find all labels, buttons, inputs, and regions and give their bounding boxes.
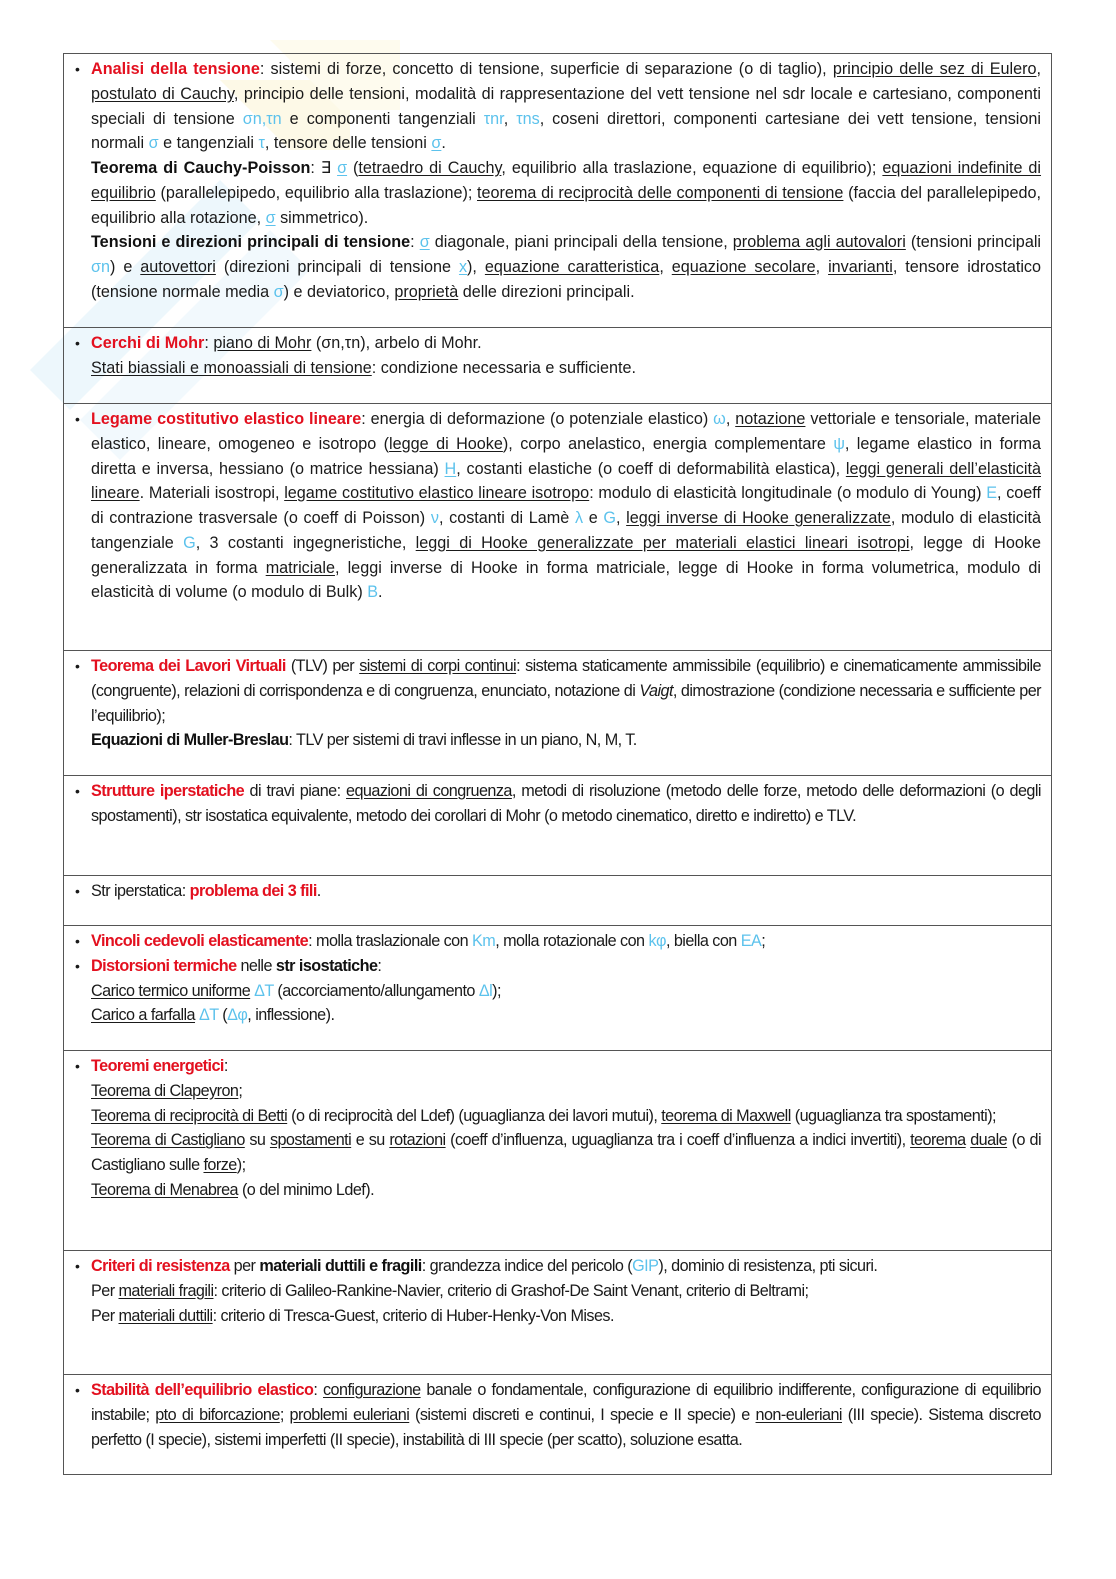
- text-run: , principio delle tensioni, modalità di rappresentazione del vett tensione nel sdr locale e cartesiano, componenti speciali di tensione: [91, 84, 1041, 128]
- key-term: forze: [203, 1156, 237, 1174]
- bullet-item: [74, 331, 1041, 381]
- symbol: σ: [431, 134, 442, 153]
- topic-heading: Strutture iperstatiche: [91, 782, 245, 800]
- text-run: , 3 costanti ingegneristiche,: [195, 533, 416, 552]
- paragraph: [91, 1079, 1041, 1104]
- key-term: rotazioni: [389, 1131, 446, 1150]
- subtopic-heading: Equazioni di Muller-Breslau: [91, 731, 289, 750]
- text-run: Per: [91, 1281, 119, 1300]
- bullet-icon: •: [75, 1058, 80, 1074]
- text-run: ) e: [110, 258, 141, 276]
- bullet-icon: •: [75, 335, 80, 351]
- text-run: , tensore delle tensioni: [264, 134, 432, 153]
- bullet-icon: •: [75, 883, 80, 899]
- text-run: , costanti elastiche (o coeff di deformabilità elastica),: [456, 459, 846, 478]
- key-term: teorema: [910, 1131, 966, 1150]
- paragraph: [91, 1178, 1041, 1203]
- paragraph: [91, 156, 1041, 230]
- symbol: σn,τn: [242, 109, 282, 128]
- text-run: nelle: [236, 956, 276, 975]
- text-run: (accorciamento/allungamento: [273, 981, 479, 1000]
- key-term: legame costitutivo elastico lineare isotropo: [284, 484, 590, 503]
- symbol: τnr: [483, 109, 504, 128]
- text-run: :: [313, 1381, 324, 1399]
- text-run: delle direzioni principali.: [458, 282, 635, 301]
- text-run: );: [236, 1156, 246, 1174]
- key-term: legge di Hooke: [389, 434, 503, 453]
- text-run: e componenti tangenziali: [281, 109, 484, 128]
- paragraph: [91, 654, 1041, 728]
- bullet-icon: •: [75, 61, 80, 77]
- text-run: );: [492, 981, 501, 1000]
- topic-heading: Legame costitutivo elastico lineare: [91, 410, 362, 428]
- topic-heading: Analisi della tensione: [91, 60, 260, 78]
- text-run: (: [218, 1006, 228, 1025]
- key-term: equilibrio: [91, 183, 156, 202]
- text-run: (sistemi discreti e continui, I specie e II specie) e: [409, 1405, 756, 1424]
- topic-table: [63, 53, 1052, 1475]
- text-run: Vaigt: [639, 681, 673, 700]
- key-term: invarianti: [828, 258, 893, 276]
- topic-heading: Teoremi energetici: [91, 1057, 224, 1075]
- key-term: postulato di Cauchy: [91, 84, 234, 103]
- text-run: : modulo di elasticità longitudinale (o modulo di Young): [589, 484, 987, 503]
- text-run: diagonale, piani principali della tensione,: [429, 233, 733, 252]
- text-run: , molla rotazionale con: [495, 932, 649, 950]
- paragraph: [91, 1254, 1041, 1279]
- subtopic-heading: Tensioni e direzioni principali di tensione: [91, 233, 411, 252]
- key-term: Carico a farfalla: [91, 1006, 196, 1025]
- topic-heading: problema dei 3 fili: [189, 882, 317, 900]
- symbol: ν: [430, 509, 439, 527]
- text-run: , coseni direttori, componenti cartesiane dei vett tensione, tensioni normali: [91, 109, 1042, 153]
- topic-heading: Distorsioni termiche: [91, 956, 237, 975]
- key-term: equazione secolare: [671, 258, 816, 276]
- key-term: equazioni di congruenza: [346, 782, 512, 800]
- text-run: , metodi di risoluzione (metodo delle forze, metodo delle deformazioni (o degli spostamenti), str isostatica equivalente, metodo dei corollari di Mohr (o metodo cinematico, diretto e indiretto) e TLV.: [91, 782, 1041, 825]
- bullet-item: [74, 1054, 1041, 1203]
- section-vincoli-distorsioni: [64, 925, 1051, 1050]
- text-run: di travi piane:: [244, 782, 347, 800]
- symbol: x: [458, 258, 468, 276]
- section-stabilita-equilibrio: [64, 1374, 1051, 1474]
- key-term: piano di Mohr: [213, 334, 312, 352]
- paragraph: [91, 57, 1041, 156]
- text-run: (faccia del parallelepipedo, equilibrio alla rotazione,: [91, 183, 1042, 227]
- text-run: Per: [91, 1306, 119, 1325]
- text-run: :: [223, 1057, 228, 1075]
- paragraph: [91, 1128, 1041, 1178]
- bullet-item: [74, 1254, 1041, 1328]
- text-run: : ∃: [310, 159, 338, 177]
- paragraph: [91, 1104, 1041, 1129]
- bullet-icon: •: [75, 1382, 80, 1398]
- key-term: principio delle sez di Eulero: [832, 60, 1037, 78]
- key-term: leggi di Hooke generalizzate per materiali elastici lineari isotropi: [415, 533, 910, 552]
- key-term: Carico termico uniforme: [91, 981, 251, 1000]
- key-term: Teorema di Menabrea: [91, 1180, 239, 1199]
- text-run: ;: [761, 932, 766, 950]
- key-term: non-euleriani: [755, 1405, 842, 1424]
- text-run: : condizione necessaria e sufficiente.: [371, 358, 637, 377]
- text-run: , biella con: [665, 932, 741, 950]
- paragraph: [91, 929, 1041, 954]
- text-run: Str iperstatica:: [91, 882, 190, 900]
- text-run: ,: [503, 109, 517, 128]
- text-run: , legame elastico in forma diretta e inversa, hessiano (o matrice hessiana): [91, 434, 1041, 478]
- text-run: : energia di deformazione (o potenziale elastico): [361, 410, 714, 428]
- key-term: notazione: [735, 410, 806, 428]
- text-run: (σn,τn), arbelo di Mohr.: [311, 334, 482, 352]
- text-run: ,: [815, 258, 829, 276]
- key-term: autovettori: [140, 258, 216, 276]
- symbol: H: [444, 459, 457, 478]
- bullet-item: [74, 57, 1041, 305]
- bullet-icon: •: [75, 957, 80, 974]
- bullet-item: [74, 407, 1041, 605]
- symbol: σ: [337, 159, 348, 177]
- key-term: tetraedro di Cauchy: [358, 159, 502, 177]
- key-term: Teorema di Clapeyron: [91, 1081, 239, 1100]
- text-run: ;: [238, 1081, 243, 1100]
- text-run: . Materiali isostropi,: [139, 484, 285, 503]
- text-run: :: [410, 233, 420, 252]
- text-run: ), corpo anelastico, energia complementare: [502, 434, 834, 453]
- text-run: , equilibrio alla traslazione, equazione di equilibrio);: [501, 159, 883, 177]
- paragraph: [91, 1003, 1041, 1028]
- text-run: (coeff d’influenza, uguaglianza tra i coeff d’influenza a indici invertiti),: [445, 1131, 911, 1150]
- symbol: σ: [419, 233, 430, 252]
- text-run: ,: [615, 509, 627, 527]
- text-run: : sistemi di forze, concetto di tensione, superficie di separazione (o di taglio),: [259, 60, 833, 78]
- symbol: σ: [265, 208, 276, 227]
- symbol: σn: [91, 258, 110, 276]
- text-run: (tensioni principali: [905, 233, 1042, 252]
- symbol: GIP: [632, 1257, 659, 1275]
- symbol: ω: [713, 410, 726, 428]
- key-term: Teorema di Castigliano: [91, 1131, 245, 1150]
- symbol: E: [986, 484, 997, 503]
- text-run: (III specie). Sistema discreto perfetto (I specie), sistemi imperfetti (II specie), instabilità di III specie (per scatto), soluzione esatta.: [91, 1405, 1041, 1449]
- paragraph: [91, 779, 1041, 829]
- text-run: per: [229, 1257, 260, 1275]
- symbol: ΔT: [254, 981, 274, 1000]
- paragraph: [91, 331, 1041, 356]
- text-run: .: [441, 134, 446, 153]
- topic-heading: Cerchi di Mohr: [91, 334, 205, 352]
- text-run: , modulo di elasticità tangenziale: [91, 509, 1041, 552]
- text-run: (o di Castigliano sulle: [91, 1131, 1042, 1174]
- bullet-item: [74, 879, 1041, 904]
- text-run: : sistema staticamente ammissibile (equilibrio) e cinematicamente ammissibile (congruente), relazioni di corrispondenza e di congruenza, enunciato, notazione di: [91, 657, 1041, 700]
- symbol: λ: [574, 509, 584, 527]
- text-run: .: [378, 583, 383, 602]
- section-analisi-tensione: [64, 54, 1051, 327]
- text-run: : criterio di Galileo-Rankine-Navier, criterio di Grashof-De Saint Venant, criterio di Beltrami;: [213, 1281, 809, 1300]
- symbol: τ: [258, 134, 265, 153]
- text-run: , coeff di contrazione trasversale (o coeff di Poisson): [91, 484, 1042, 527]
- bullet-icon: •: [75, 783, 80, 799]
- paragraph: [91, 728, 1041, 753]
- text-run: e su: [351, 1131, 390, 1150]
- paragraph: [91, 1378, 1041, 1452]
- paragraph: [91, 230, 1041, 304]
- symbol: ΔT: [198, 1006, 219, 1025]
- paragraph: [91, 407, 1041, 605]
- paragraph: [91, 879, 1041, 904]
- symbol: Δφ: [227, 1006, 248, 1025]
- text-run: .: [316, 882, 321, 900]
- section-legame-costitutivo: [64, 403, 1051, 650]
- text-run: , tensore idrostatico (tensione normale media: [91, 258, 1042, 301]
- section-tre-fili: [64, 875, 1051, 925]
- symbol: B: [367, 583, 379, 602]
- subtopic-heading: materiali duttili e fragili: [259, 1257, 422, 1275]
- key-term: leggi inverse di Hooke generalizzate: [626, 509, 891, 527]
- key-term: matriciale: [265, 558, 335, 577]
- text-run: (direzioni principali di tensione: [215, 258, 459, 276]
- key-term: equazione caratteristica: [484, 258, 660, 276]
- key-term: pto di biforcazione: [155, 1405, 280, 1424]
- key-term: equazioni indefinite di: [882, 159, 1042, 177]
- key-term: problema agli autovalori: [732, 233, 906, 252]
- symbol: σ: [273, 282, 284, 301]
- symbol: kφ: [648, 932, 666, 950]
- symbol: σ: [148, 134, 159, 153]
- key-term: materiali duttili: [118, 1306, 213, 1325]
- paragraph: [91, 1304, 1041, 1329]
- text-run: ,: [659, 258, 672, 276]
- topic-heading: Vincoli cedevoli elasticamente: [91, 932, 309, 950]
- text-run: ,: [1036, 60, 1041, 78]
- bullet-item: [74, 654, 1041, 753]
- symbol: τns: [516, 109, 540, 128]
- text-run: ) e deviatorico,: [283, 282, 395, 301]
- text-run: (uguaglianza tra spostamenti);: [790, 1106, 996, 1125]
- key-term: spostamenti: [269, 1131, 352, 1150]
- bullet-item: [74, 929, 1041, 954]
- bullet-icon: •: [75, 411, 80, 427]
- paragraph: [91, 356, 1041, 381]
- symbol: EA: [740, 932, 762, 950]
- text-run: :: [204, 334, 214, 352]
- text-run: , dimostrazione (condizione necessaria e sufficiente per l’equilibrio);: [91, 681, 1042, 725]
- topic-heading: Criteri di resistenza: [91, 1257, 230, 1275]
- symbol: G: [183, 533, 196, 552]
- key-term: teorema di reciprocità delle componenti di tensione: [477, 183, 844, 202]
- paragraph: [91, 979, 1041, 1004]
- symbol: ψ: [833, 434, 845, 453]
- key-term: duale: [970, 1131, 1008, 1150]
- text-run: (o del minimo Ldef).: [238, 1180, 375, 1199]
- key-term: problemi euleriani: [289, 1405, 410, 1424]
- paragraph: [91, 954, 1041, 979]
- key-term: proprietà: [394, 282, 459, 301]
- text-run: ;: [279, 1405, 290, 1424]
- text-run: , leggi inverse di Hooke in forma matriciale, legge di Hooke in forma volumetrica, modulo di elasticità di volume (o modulo di Bulk): [91, 558, 1041, 602]
- text-run: (o di reciprocità del Ldef) (uguaglianza dei lavori mutui),: [287, 1106, 662, 1125]
- section-cerchi-mohr: [64, 327, 1051, 403]
- symbol: G: [603, 509, 616, 527]
- subtopic-heading: Teorema di Cauchy-Poisson: [91, 159, 311, 177]
- symbol: Km: [472, 932, 496, 950]
- text-run: :: [377, 956, 382, 975]
- text-run: ), dominio di resistenza, pti sicuri.: [658, 1257, 878, 1275]
- text-run: , inflessione).: [247, 1006, 335, 1025]
- subtopic-heading: str isostatiche: [275, 956, 378, 975]
- text-run: vettoriale e tensoriale, materiale elastico, lineare, omogeneo e isotropo (: [91, 410, 1041, 453]
- section-teoremi-energetici: [64, 1050, 1051, 1250]
- text-run: e tangenziali: [158, 134, 259, 153]
- key-term: Stati biassiali e monoassiali di tensione: [91, 358, 372, 377]
- bullet-item: [74, 954, 1041, 1028]
- bullet-item: [74, 779, 1041, 829]
- section-strutture-iperstatiche: [64, 775, 1051, 875]
- key-term: teorema di Maxwell: [661, 1106, 791, 1125]
- text-run: : TLV per sistemi di travi inflesse in un piano, N, M, T.: [288, 731, 637, 750]
- text-run: banale o fondamentale, configurazione di equilibrio indifferente, configurazione di equilibrio instabile;: [91, 1381, 1041, 1424]
- symbol: Δl: [478, 981, 493, 1000]
- bullet-item: [74, 1378, 1041, 1452]
- text-run: (TLV) per: [285, 657, 360, 675]
- key-term: leggi generali dell’elasticità lineare: [91, 459, 1041, 503]
- section-criteri-resistenza: [64, 1250, 1051, 1374]
- key-term: sistemi di corpi continui: [359, 657, 517, 675]
- section-tlv: [64, 650, 1051, 775]
- text-run: : grandezza indice del pericolo (: [421, 1257, 633, 1275]
- text-run: ,: [725, 410, 736, 428]
- paragraph: [91, 1279, 1041, 1304]
- text-run: su: [244, 1131, 270, 1150]
- text-run: ),: [467, 258, 485, 276]
- text-run: , legge di Hooke generalizzata in forma: [91, 533, 1041, 577]
- bullet-icon: •: [75, 658, 80, 674]
- paragraph: [91, 1054, 1041, 1079]
- text-run: , costanti di Lamè: [438, 509, 575, 527]
- key-term: configurazione: [323, 1381, 421, 1399]
- text-run: : criterio di Tresca-Guest, criterio di Huber-Henky-Von Mises.: [212, 1306, 614, 1325]
- text-run: simmetrico).: [275, 208, 369, 227]
- key-term: materiali fragili: [118, 1281, 214, 1300]
- text-run: (: [347, 159, 359, 177]
- key-term: Teorema di reciprocità di Betti: [91, 1106, 288, 1125]
- topic-heading: Stabilità dell’equilibrio elastico: [91, 1381, 314, 1399]
- bullet-icon: •: [75, 1258, 80, 1274]
- topic-heading: Teorema dei Lavori Virtuali: [91, 657, 286, 675]
- text-run: e: [583, 509, 604, 527]
- bullet-icon: •: [75, 933, 80, 949]
- text-run: : molla traslazionale con: [308, 932, 472, 950]
- text-run: (parallelepipedo, equilibrio alla traslazione);: [155, 183, 478, 202]
